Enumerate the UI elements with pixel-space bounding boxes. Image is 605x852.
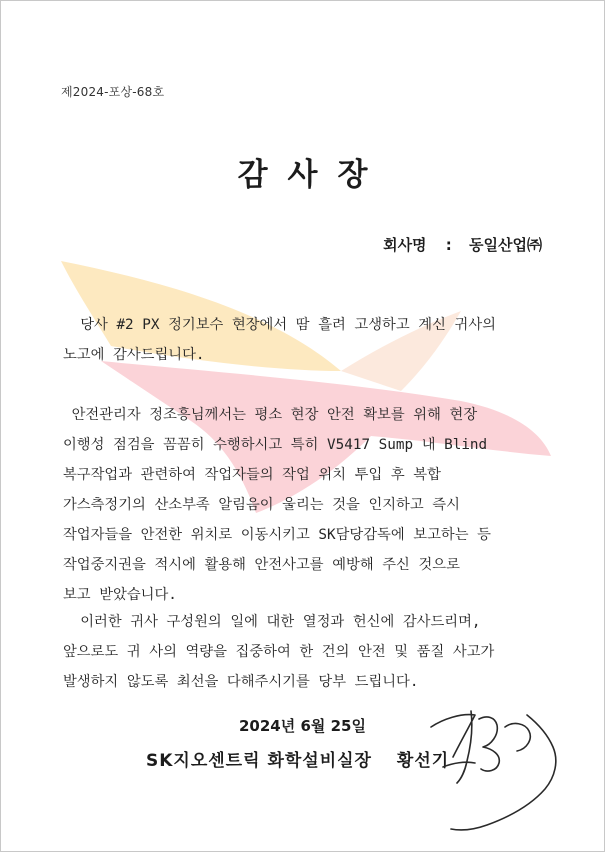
body-line: 이행성 점검을 꼼꼼히 수행하시고 특히 V5417 Sump 내 Blind: [63, 437, 488, 453]
recipient-separator: :: [445, 236, 452, 254]
body-line: 앞으로도 귀 사의 역량을 집중하여 한 건의 안전 및 품질 사고가: [63, 644, 495, 660]
handwritten-signature: [413, 697, 573, 837]
body-line: 당사 #2 PX 정기보수 현장에서 땀 흘려 고생하고 계신 귀사의: [63, 317, 496, 333]
sender-line: [146, 746, 449, 771]
sender-name: 황선기: [396, 751, 450, 771]
document-number: 제2024-포상-68호: [61, 85, 165, 99]
body-line: 가스측정기의 산소부족 알림음이 울리는 것을 인지하고 즉시: [63, 497, 460, 513]
body-paragraph-2: [63, 400, 553, 610]
body-line: 작업자들을 안전한 위치로 이동시키고 SK담당감독에 보고하는 등: [63, 527, 491, 543]
body-line: 보고 받았습니다.: [63, 587, 177, 603]
body-paragraph-1: [63, 310, 553, 370]
body-line: 복구작업과 관련하여 작업자들의 작업 위치 투입 후 복합: [63, 467, 441, 483]
body-line: 노고에 감사드립니다.: [63, 347, 205, 363]
body-line: 안전관리자 정조흥님께서는 평소 현장 안전 확보를 위해 현장: [63, 407, 478, 423]
body-line: 이러한 귀사 구성원의 일에 대한 열정과 헌신에 감사드리며,: [63, 614, 481, 630]
recipient-name: 동일산업㈜: [469, 236, 542, 254]
issue-date: 2024년 6월 25일: [239, 717, 366, 735]
document-title: 감사장: [237, 157, 388, 193]
sender-organization: SK지오센트릭 화학설비실장: [146, 751, 372, 771]
recipient-label: 회사명: [383, 236, 427, 254]
body-line: 작업중지권을 적시에 활용해 안전사고를 예방해 주신 것으로: [63, 557, 460, 573]
recipient-line: [383, 234, 542, 255]
body-paragraph-3: [63, 607, 553, 697]
body-line: 발생하지 않도록 최선을 다해주시기를 당부 드립니다.: [63, 674, 419, 690]
